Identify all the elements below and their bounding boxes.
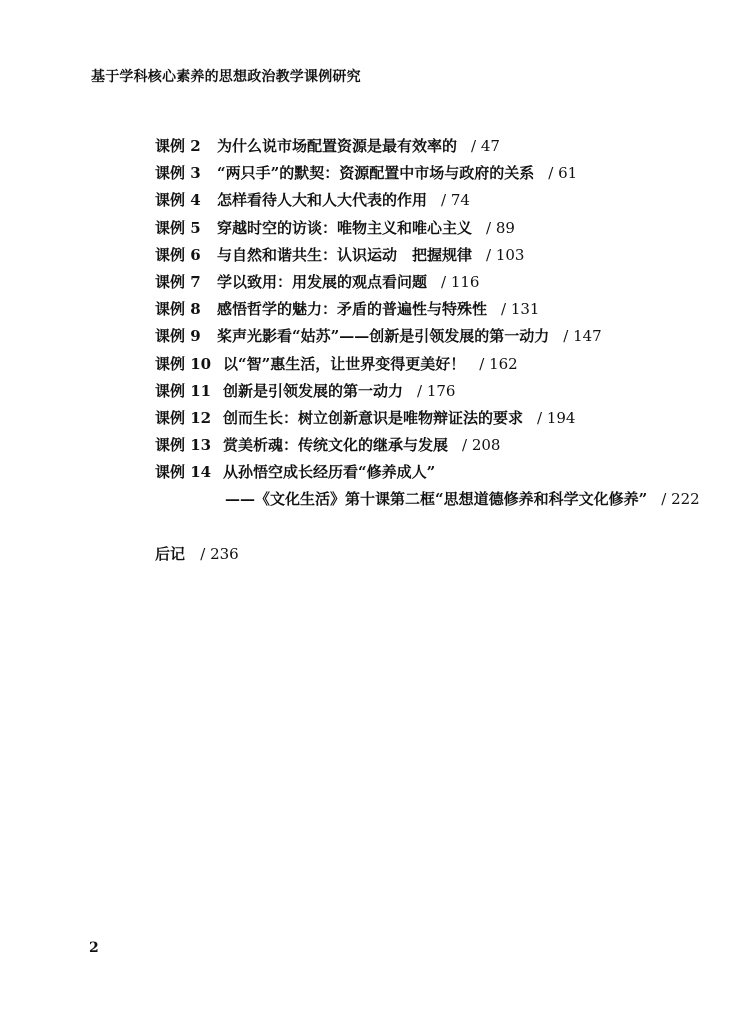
lesson-label: 课例 4 bbox=[155, 191, 201, 210]
toc-entry[interactable] bbox=[155, 215, 675, 242]
running-head: 基于学科核心素养的思想政治教学课例研究 bbox=[91, 69, 361, 85]
lesson-title: 感悟哲学的魅力：矛盾的普遍性与特殊性 bbox=[217, 300, 488, 319]
page-ref: / 116 bbox=[441, 272, 480, 291]
page-ref: / 176 bbox=[417, 381, 456, 400]
toc-entry[interactable] bbox=[155, 160, 675, 187]
page-ref: / 162 bbox=[479, 354, 518, 373]
toc-entry[interactable] bbox=[155, 351, 675, 378]
lesson-label: 课例 6 bbox=[155, 245, 201, 264]
toc-entry[interactable] bbox=[155, 378, 675, 405]
toc-entry[interactable] bbox=[155, 296, 675, 323]
afterword-title: 后记 bbox=[155, 545, 186, 563]
page-ref: / 89 bbox=[486, 218, 515, 237]
lesson-title: 以“智”惠生活，让世界变得更美好！ bbox=[223, 354, 466, 373]
page-ref: / 103 bbox=[486, 245, 525, 264]
lesson-label: 课例 3 bbox=[155, 164, 201, 183]
lesson-title: 为什么说市场配置资源是最有效率的 bbox=[217, 137, 458, 155]
toc-entry[interactable] bbox=[155, 459, 675, 486]
page-ref: / 47 bbox=[471, 137, 500, 155]
table-of-contents bbox=[155, 133, 700, 514]
lesson-title: 桨声光影看“姑苏”——创新是引领发展的第一动力 bbox=[217, 327, 550, 346]
subentry-title: ——《文化生活》第十课第二框“思想道德修养和科学文化修养” bbox=[225, 490, 648, 509]
lesson-label: 课例 14 bbox=[155, 463, 212, 482]
toc-entry[interactable] bbox=[155, 269, 675, 296]
page-ref: / 194 bbox=[537, 408, 576, 427]
toc-afterword[interactable] bbox=[155, 543, 239, 564]
toc-entry[interactable] bbox=[155, 405, 675, 432]
lesson-title: “两只手”的默契：资源配置中市场与政府的关系 bbox=[217, 164, 535, 183]
page-number: 2 bbox=[89, 940, 99, 956]
toc-subentry[interactable] bbox=[155, 486, 700, 513]
lesson-title: 与自然和谐共生：认识运动 把握规律 bbox=[217, 245, 473, 264]
lesson-label: 课例 8 bbox=[155, 300, 201, 319]
lesson-label: 课例 12 bbox=[155, 408, 212, 427]
page-ref: / 236 bbox=[200, 545, 239, 563]
lesson-label: 课例 11 bbox=[155, 381, 212, 400]
lesson-title: 赏美析魂：传统文化的继承与发展 bbox=[223, 436, 449, 455]
page-ref: / 147 bbox=[563, 327, 602, 346]
lesson-label: 课例 7 bbox=[155, 272, 201, 291]
page-ref: / 222 bbox=[661, 490, 700, 509]
page-ref: / 61 bbox=[548, 164, 578, 183]
lesson-title: 创新是引领发展的第一动力 bbox=[223, 381, 404, 400]
lesson-title: 学以致用：用发展的观点看问题 bbox=[217, 272, 428, 291]
page-ref: / 131 bbox=[501, 300, 540, 319]
lesson-label: 课例 13 bbox=[155, 436, 212, 455]
toc-entry[interactable] bbox=[155, 242, 675, 269]
lesson-title: 创而生长：树立创新意识是唯物辩证法的要求 bbox=[223, 408, 524, 427]
lesson-label: 课例 2 bbox=[155, 137, 201, 155]
toc-entry[interactable] bbox=[155, 432, 675, 459]
page-ref: / 208 bbox=[462, 436, 501, 455]
toc-entry[interactable] bbox=[155, 323, 675, 350]
lesson-label: 课例 9 bbox=[155, 327, 201, 346]
lesson-title: 穿越时空的访谈：唯物主义和唯心主义 bbox=[217, 218, 473, 237]
lesson-title: 从孙悟空成长经历看“修养成人” bbox=[223, 463, 436, 482]
lesson-label: 课例 10 bbox=[155, 354, 212, 373]
page-ref: / 74 bbox=[441, 191, 470, 210]
lesson-label: 课例 5 bbox=[155, 218, 201, 237]
toc-entry[interactable] bbox=[155, 187, 675, 214]
lesson-title: 怎样看待人大和人大代表的作用 bbox=[217, 191, 428, 210]
toc-entry[interactable] bbox=[155, 133, 675, 160]
